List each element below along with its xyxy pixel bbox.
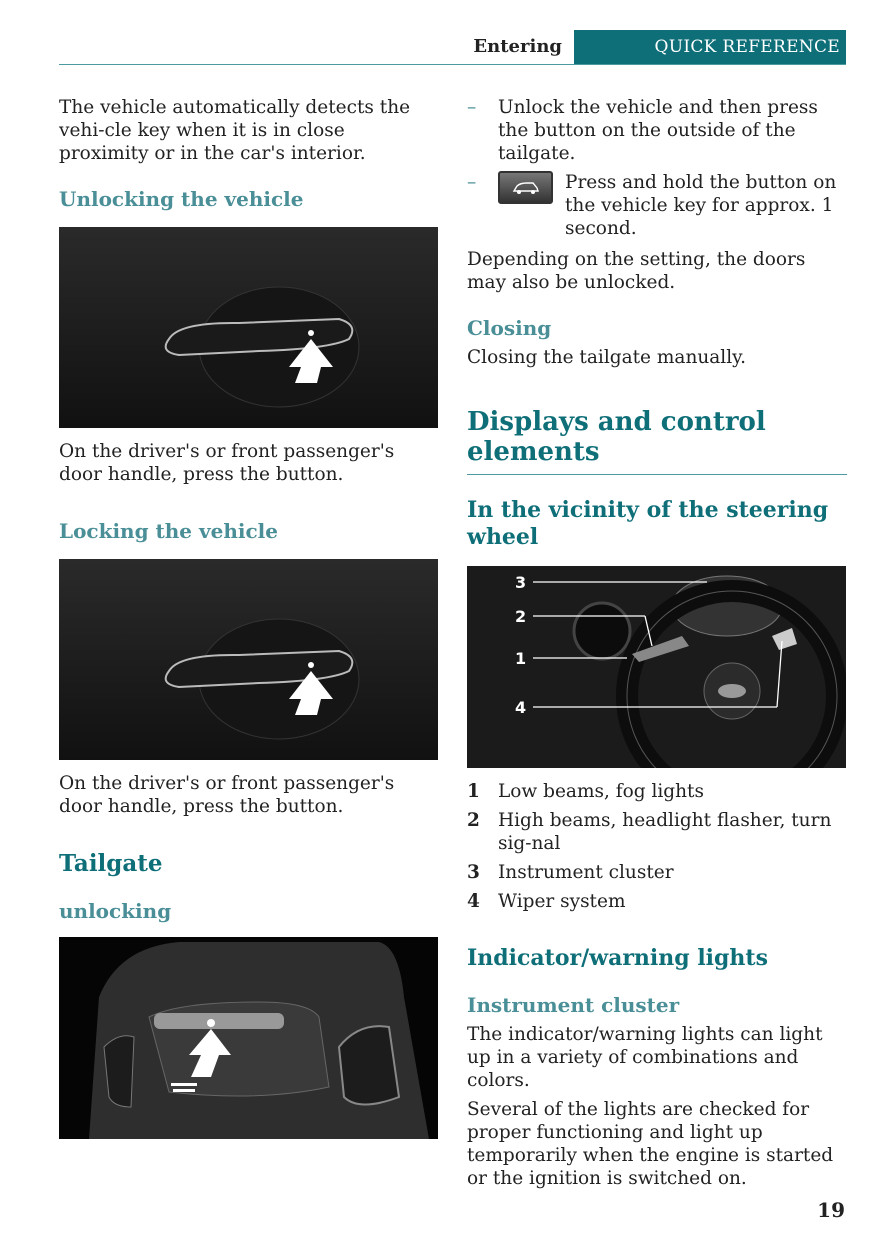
unlocking-heading: Unlocking the vehicle (59, 187, 304, 211)
tailgate-unlocking-heading: unlocking (59, 899, 172, 923)
car-tailgate-key-icon (498, 171, 553, 204)
dash-bullet: – (467, 172, 477, 193)
indicator-paragraph-2: Several of the lights are checked for proper functioning and light up temporarily when the engine is started or the ignition is switched on. (467, 1099, 834, 1189)
cluster-heading: Instrument cluster (467, 993, 680, 1017)
dash-bullet: – (467, 97, 477, 118)
callout-1: 1 (515, 649, 527, 668)
callout-4: 4 (515, 698, 527, 717)
depending-paragraph: Depending on the setting, the doors may also be unlocked. (467, 249, 806, 293)
unlocking-caption: On the driver's or front passenger's door handle, press the button. (59, 441, 395, 485)
indicator-paragraph-1: The indicator/warning lights can light up in a variety of combinations and colors. (467, 1024, 823, 1091)
header-rule (59, 64, 846, 65)
locking-caption: On the driver's or front passenger's door handle, press the button. (59, 773, 395, 817)
list-item: 2 High beams, headlight flasher, turn sig-nal (467, 810, 832, 854)
callout-3: 3 (515, 573, 527, 592)
closing-heading: Closing (467, 316, 552, 340)
steering-heading: In the vicinity of the steering wheel (467, 497, 829, 550)
door-handle-unlock-figure (59, 227, 438, 428)
dash-item-outside-button (467, 96, 847, 165)
displays-heading: Displays and control elements (467, 407, 766, 467)
steering-wheel-figure (467, 566, 846, 768)
callout-2: 2 (515, 607, 527, 626)
door-handle-lock-figure (59, 559, 438, 760)
list-item: 1 Low beams, fog lights (467, 781, 704, 802)
header-section-title: Entering (473, 36, 562, 57)
indicator-heading: Indicator/warning lights (467, 945, 768, 971)
tailgate-heading: Tailgate (59, 850, 163, 877)
tailgate-figure (59, 937, 438, 1139)
header-chapter-tab: QUICK REFERENCE (574, 30, 846, 64)
list-item: 3 Instrument cluster (467, 862, 674, 883)
left-column (59, 96, 439, 1139)
dash-item-text: Press and hold the button on the vehicle key for approx. 1 second. (565, 172, 837, 239)
right-column (467, 96, 847, 1190)
dash-item-key-button (467, 171, 847, 240)
list-item: 4 Wiper system (467, 891, 626, 912)
locking-heading: Locking the vehicle (59, 519, 278, 543)
steering-legend-list (467, 780, 847, 913)
closing-paragraph: Closing the tailgate manually. (467, 347, 747, 368)
displays-rule (467, 474, 847, 475)
intro-paragraph: The vehicle automatically detects the vehi-cle key when it is in close proximity or in the car's interior. (59, 97, 411, 164)
dash-item-text: Unlock the vehicle and then press the button on the outside of the tailgate. (498, 97, 818, 164)
page-number: 19 (817, 1198, 845, 1222)
